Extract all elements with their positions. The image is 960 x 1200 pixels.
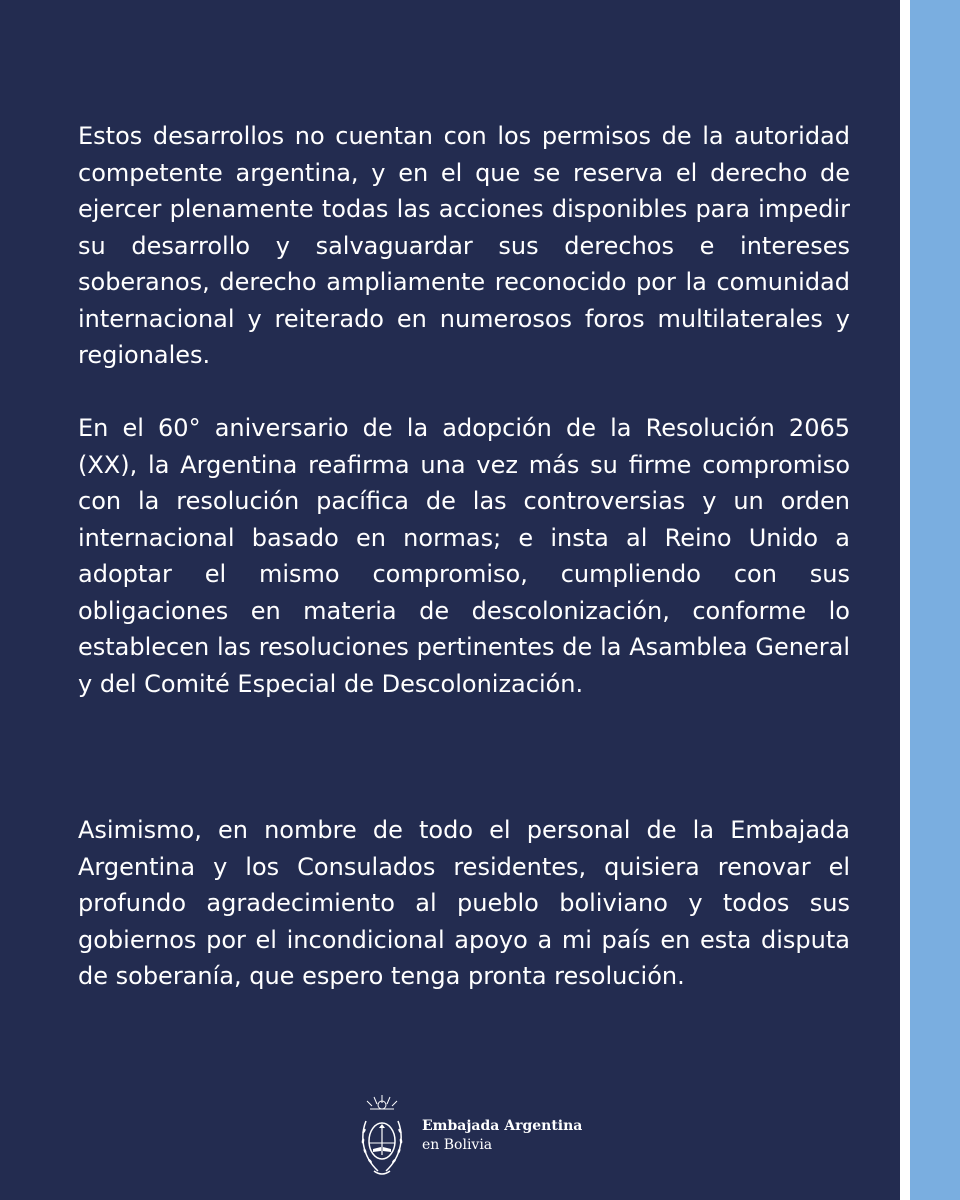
flag-stripe-white xyxy=(900,0,910,1200)
argentine-coat-of-arms-icon xyxy=(356,1091,408,1181)
paragraph-anniversary: En el 60° aniversario de la adopción de la Resolución 2065 (XX), la Argentina reafirma una vez más su firme compromiso con la resolución pacífica de las controversias y un orden internacional basado en normas; e insta al Reino Unido a adoptar el mismo compromiso, cumpliendo con sus obligaciones en materia de descolonización, conforme lo establecen las resoluciones pertinentes de la Asamblea General y del Comité Especial de Descolonización. xyxy=(78,414,850,698)
embassy-signature xyxy=(356,1090,582,1182)
paragraph-developments: Estos desarrollos no cuentan con los permisos de la autoridad competente argentina, y en el que se reserva el derecho de ejercer plenamente todas las acciones disponibles para impedir su desarrollo y salvaguardar sus derechos e intereses soberanos, derecho ampliamente reconocido por la comunidad internacional y reiterado en numerosos foros multilaterales y regionales. xyxy=(78,122,850,369)
embassy-name: Embajada Argentina xyxy=(422,1118,583,1134)
paragraph-gratitude: Asimismo, en nombre de todo el personal de la Embajada Argentina y los Consulados residentes, quisiera renovar el profundo agradecimiento al pueblo boliviano y todos sus gobiernos por el incondicional apoyo a mi país en esta disputa de soberanía, que espero tenga pronta resolución. xyxy=(78,816,850,990)
embassy-location: en Bolivia xyxy=(422,1137,493,1153)
embassy-name-block xyxy=(422,1117,582,1155)
flag-stripe-blue xyxy=(910,0,960,1200)
